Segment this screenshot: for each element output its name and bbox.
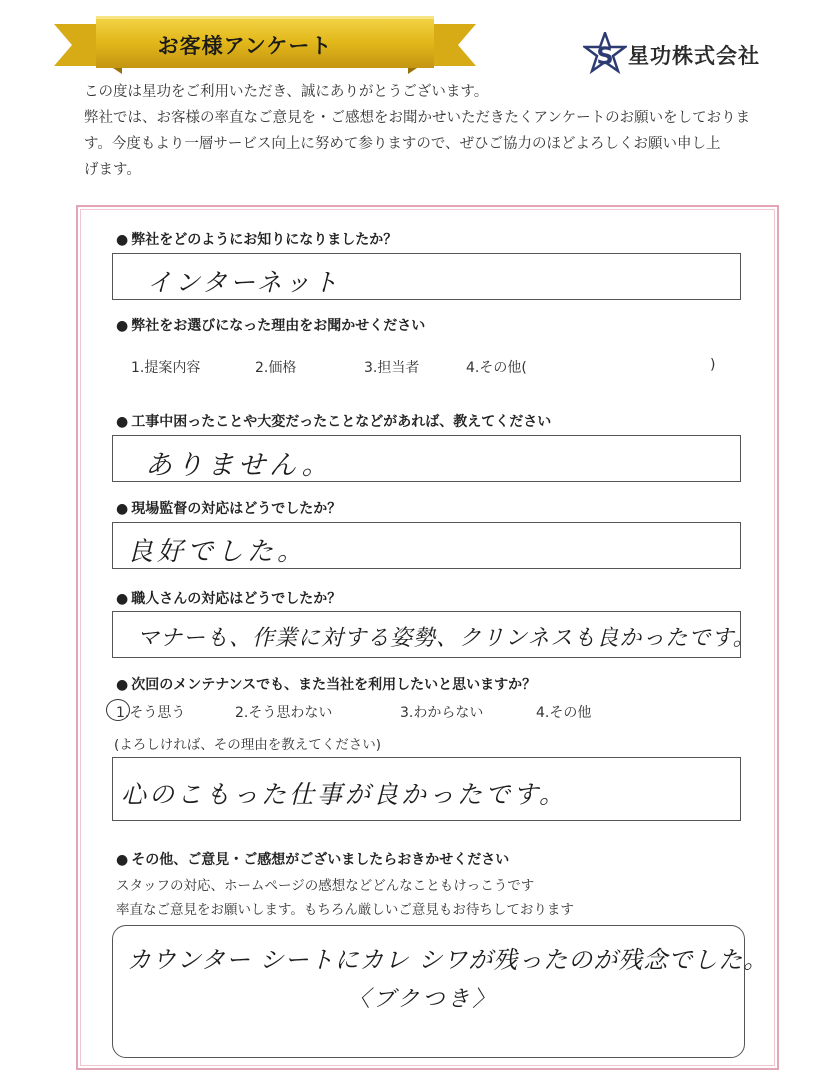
answer-craftsmen: マナーも、作業に対する姿勢、クリンネスも良かったです。	[137, 626, 756, 651]
page-title: お客様アンケート	[157, 34, 333, 58]
option-unsure[interactable]: 3.わからない	[400, 705, 484, 721]
answer-how-found: インターネット	[147, 268, 341, 297]
question-comments: ● その他、ご意見・ご感想がございましたらおきかせください	[116, 849, 509, 869]
option-staff[interactable]: 3.担当者	[364, 360, 420, 376]
comments-note-2: 率直なご意見をお願いします。もちろん厳しいご意見もお待ちしております	[116, 902, 574, 918]
answer-box-comments[interactable]	[112, 925, 769, 1058]
option-proposal[interactable]: 1.提案内容	[131, 360, 201, 376]
option-other-close: )	[710, 357, 716, 373]
reason-prompt: (よろしければ、その理由を教えてください)	[114, 737, 382, 753]
intro-line: 弊社では、お客様の率直なご意見を・ご感想をお聞かせいただきたくアンケートのお願いをしておりま	[84, 110, 751, 126]
answer-box-troubles[interactable]	[112, 435, 741, 482]
option-agree[interactable]: 1.そう思う	[116, 705, 186, 721]
intro-line: す。今度もより一層サービス向上に努めて参りますので、ぜひご協力のほどよろしくお願い申し上	[84, 136, 721, 152]
option-other-reuse[interactable]: 4.その他	[536, 705, 592, 721]
option-price[interactable]: 2.価格	[255, 360, 297, 376]
comments-note-1: スタッフの対応、ホームページの感想などどんなこともけっこうです	[116, 878, 535, 894]
question-reason-chosen: ● 弊社をお選びになった理由をお聞かせください	[116, 315, 425, 335]
answer-comments-line-2: 〈ブクつき〉	[348, 987, 498, 1012]
logo-letter: S	[596, 42, 614, 70]
intro-text	[84, 79, 784, 183]
star-logo-icon	[583, 32, 627, 74]
intro-line: この度は星功をご利用いただき、誠にありがとうございます。	[84, 84, 489, 100]
answer-box-supervisor[interactable]	[112, 522, 741, 569]
answer-box-reason[interactable]	[112, 757, 741, 821]
answer-box-how-found[interactable]	[112, 253, 741, 300]
question-reuse: ● 次回のメンテナンスでも、また当社を利用したいと思いますか？	[116, 674, 536, 694]
question-troubles: ● 工事中困ったことや大変だったことなどがあれば、教えてください	[116, 411, 551, 431]
question-craftsmen: ● 職人さんの対応はどうでしたか？	[116, 588, 341, 608]
answer-troubles: ありません。	[145, 450, 333, 481]
answer-comments-line-1: カウンター シートにカレ シワが残ったのが残念でした。	[127, 946, 769, 974]
answer-box-craftsmen[interactable]	[112, 611, 756, 658]
question-supervisor: ● 現場監督の対応はどうでしたか？	[116, 498, 341, 518]
question-how-found: ● 弊社をどのようにお知りになりましたか？	[116, 229, 397, 249]
answer-supervisor: 良好でした。	[127, 537, 308, 567]
intro-line: げます。	[84, 162, 141, 178]
option-disagree[interactable]: 2.そう思わない	[235, 705, 333, 721]
option-other[interactable]: 4.その他(	[466, 360, 527, 376]
answer-reason: 心のこもった仕事が良かったです。	[121, 780, 568, 809]
company-name: 星功株式会社	[628, 44, 760, 68]
